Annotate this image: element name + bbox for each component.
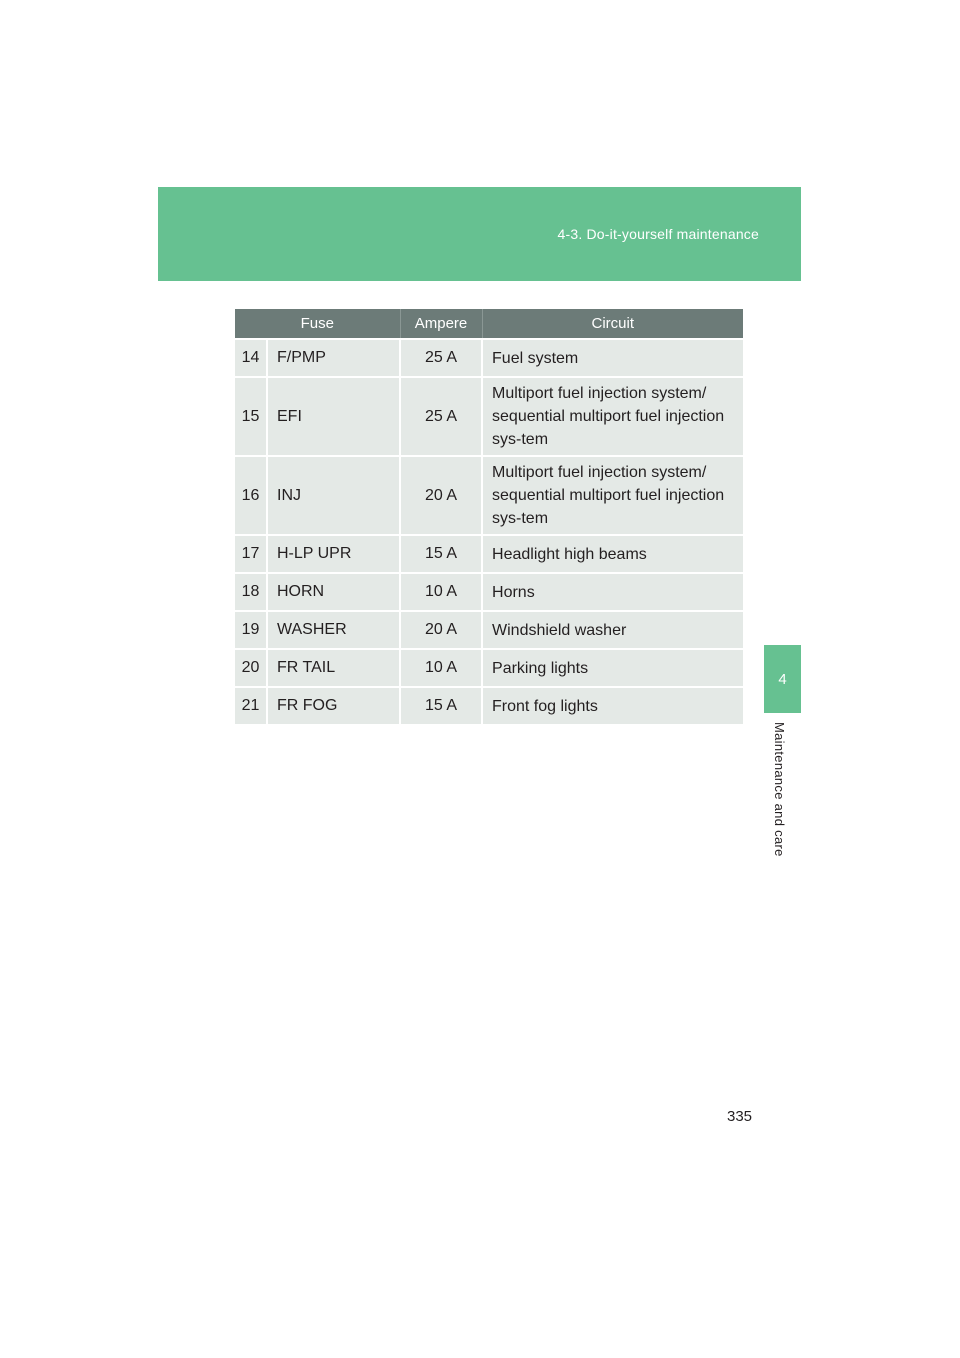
fuse-circuit: Fuel system [482,339,743,377]
fuse-circuit: Horns [482,573,743,611]
fuse-name: FR FOG [267,687,400,724]
fuse-number: 21 [235,687,267,724]
fuse-name: H-LP UPR [267,535,400,573]
fuse-circuit: Front fog lights [482,687,743,724]
table-row [235,377,743,456]
table-row [235,649,743,687]
fuse-ampere: 10 A [400,649,482,687]
fuse-name: HORN [267,573,400,611]
fuse-circuit: Parking lights [482,649,743,687]
fuse-circuit: Headlight high beams [482,535,743,573]
fuse-number: 15 [235,377,267,456]
fuse-name: FR TAIL [267,649,400,687]
section-header-band [158,187,801,281]
fuse-name: F/PMP [267,339,400,377]
fuse-ampere: 15 A [400,535,482,573]
table-header-row [235,309,743,339]
table-row [235,687,743,724]
fuse-table [235,309,743,724]
fuse-ampere: 15 A [400,687,482,724]
fuse-number: 17 [235,535,267,573]
fuse-circuit: Multiport fuel injection system/ sequential multiport fuel injection sys-tem [482,456,743,535]
chapter-number: 4 [778,670,787,688]
fuse-name: INJ [267,456,400,535]
table-row [235,535,743,573]
fuse-ampere: 20 A [400,611,482,649]
fuse-circuit: Windshield washer [482,611,743,649]
fuse-ampere: 25 A [400,339,482,377]
column-header-circuit: Circuit [482,309,743,339]
fuse-circuit: Multiport fuel injection system/ sequential multiport fuel injection sys-tem [482,377,743,456]
table-row [235,611,743,649]
chapter-tab [764,645,801,713]
fuse-number: 19 [235,611,267,649]
table-row [235,339,743,377]
chapter-label: Maintenance and care [772,722,787,857]
fuse-number: 18 [235,573,267,611]
table-row [235,573,743,611]
section-title: 4-3. Do-it-yourself maintenance [557,226,759,242]
column-header-fuse: Fuse [235,309,400,339]
page-number: 335 [727,1108,753,1125]
fuse-name: EFI [267,377,400,456]
column-header-ampere: Ampere [400,309,482,339]
fuse-number: 14 [235,339,267,377]
fuse-number: 16 [235,456,267,535]
table-row [235,456,743,535]
fuse-ampere: 10 A [400,573,482,611]
fuse-ampere: 20 A [400,456,482,535]
fuse-name: WASHER [267,611,400,649]
fuse-ampere: 25 A [400,377,482,456]
fuse-number: 20 [235,649,267,687]
